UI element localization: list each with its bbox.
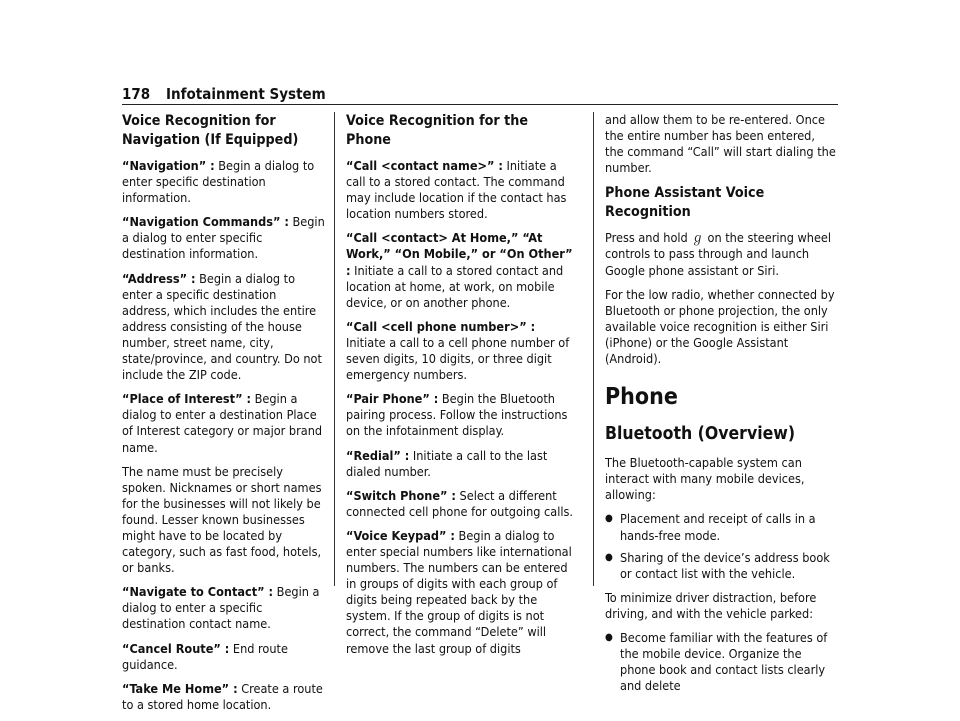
command-text: Select a different connected cell phone for outgoing calls. — [346, 487, 574, 519]
command-text: Begin a dialog to enter specific destination information. — [122, 214, 325, 262]
command-text: Initiate a call to a cell phone number of seven digits, 10 digits, or three digit emergency numbers. — [346, 334, 570, 383]
assistant-paragraph — [605, 230, 837, 278]
assistant-text: on the steering wheel controls to pass through and launch Google phone assistant or Siri. — [605, 230, 832, 278]
command-term: “Call <contact name>” : — [346, 158, 503, 173]
command-text: Begin the Bluetooth pairing process. Follow the instructions on the infotainment display. — [346, 391, 568, 439]
command-paragraph — [122, 681, 326, 713]
command-text: Begin a dialog to enter specific destination information. — [122, 158, 315, 206]
list-item-text: Placement and receipt of calls in a hands-free mode. — [620, 511, 816, 543]
bluetooth-list — [605, 630, 837, 694]
section-title: Infotainment System — [166, 85, 326, 103]
page-number: 178 — [122, 85, 151, 103]
command-text: Initiate a call to the last dialed number. — [346, 447, 548, 479]
command-text: Begin a dialog to enter a specific destination contact name. — [122, 584, 320, 632]
command-term: “Take Me Home” : — [122, 680, 238, 696]
column-right — [605, 112, 837, 702]
command-term: “Navigate to Contact” : — [122, 584, 274, 600]
command-term: “Navigation Commands” : — [122, 214, 289, 230]
command-paragraph — [346, 230, 576, 310]
list-item — [605, 550, 837, 582]
column-divider — [593, 112, 594, 586]
page-header — [122, 82, 838, 105]
phone-section-title: Phone — [605, 384, 678, 411]
command-paragraph — [122, 391, 326, 455]
column-middle — [346, 112, 576, 665]
command-text: Initiate a call to a stored contact and location at home, at work, on mobile device, or on another phone. — [346, 262, 564, 310]
command-paragraph — [346, 391, 576, 439]
assistant-text: Press and hold — [605, 230, 692, 246]
assistant-paragraph: For the low radio, whether connected by Bluetooth or phone projection, the only available voice recognition is either Siri (iPhone) or the Google Assistant (Android). — [605, 286, 835, 367]
bluetooth-heading: Bluetooth (Overview) — [605, 424, 796, 445]
command-text: Create a route to a stored home location. — [122, 680, 323, 712]
list-item-text: Sharing of the device’s address book or contact list with the vehicle. — [620, 549, 830, 581]
list-item — [605, 511, 837, 543]
command-text: Begin a dialog to enter a destination Place of Interest category or major brand name. — [122, 391, 323, 455]
command-term: “Place of Interest” : — [122, 391, 252, 407]
assistant-heading: Phone Assistant Voice Recognition — [605, 185, 765, 221]
list-item — [605, 630, 837, 694]
phone-voice-heading: Voice Recognition for the Phone — [346, 113, 529, 148]
command-text: Begin a dialog to enter a specific destination address, which includes the entire address consisting of the house number, street name, city, state/province, and country. Do not include the ZIP code. — [122, 270, 322, 383]
command-paragraph — [122, 641, 326, 673]
command-paragraph — [122, 214, 326, 262]
command-paragraph — [122, 158, 326, 206]
voice-recognition-icon: ℊ — [691, 230, 704, 246]
command-term: “Address” : — [122, 270, 196, 286]
bullet-icon: ● — [605, 551, 613, 563]
command-term: “Cancel Route” : — [122, 640, 230, 656]
bluetooth-paragraph: The Bluetooth-capable system can interact with many mobile devices, allowing: — [605, 455, 805, 503]
command-term: “Switch Phone” : — [346, 487, 456, 503]
command-text: End route guidance. — [122, 640, 288, 672]
column-left — [122, 112, 326, 721]
command-term: “Navigation” : — [122, 158, 215, 173]
command-term: “Redial” : — [346, 447, 410, 463]
note-text: The name must be precisely spoken. Nicknames or short names for the businesses will not likely be found. Lesser known businesses might have to be located by category, such as fast food, hotels, or banks. — [122, 463, 322, 576]
note-paragraph — [122, 464, 326, 577]
command-term: “Call <contact> At Home,” “At Work,” “On Mobile,” or “On Other” : — [346, 230, 573, 278]
command-paragraph — [346, 448, 576, 480]
command-paragraph — [122, 584, 326, 632]
command-paragraph — [346, 488, 576, 520]
command-term: “Pair Phone” : — [346, 391, 439, 407]
command-term: “Voice Keypad” : — [346, 527, 455, 543]
continuation-paragraph: and allow them to be re-entered. Once the entire number has been entered, the command “Call” will start dialing the number. — [605, 112, 836, 176]
bullet-icon: ● — [605, 513, 613, 525]
command-text: Begin a dialog to enter special numbers like international numbers. The numbers can be entered in groups of digits with each group of digits being repeated back by the system. If the group of digits is not correct, the command “Delete” will remove the last group of digits — [346, 527, 572, 656]
column-divider — [334, 112, 335, 586]
bullet-icon: ● — [605, 631, 613, 643]
command-paragraph — [122, 271, 326, 384]
command-text: Initiate a call to a stored contact. The command may include location if the contact has location numbers stored. — [346, 158, 567, 222]
nav-voice-heading: Voice Recognition for Navigation (If Equipped) — [122, 113, 299, 148]
bluetooth-paragraph: To minimize driver distraction, before driving, and with the vehicle parked: — [605, 589, 817, 621]
command-paragraph — [346, 528, 576, 657]
bluetooth-list — [605, 511, 837, 581]
command-paragraph — [346, 158, 576, 222]
list-item-text: Become familiar with the features of the mobile device. Organize the phone book and contact lists clearly and delete — [620, 629, 828, 694]
command-paragraph — [346, 319, 576, 383]
command-term: “Call <cell phone number>” : — [346, 318, 536, 334]
